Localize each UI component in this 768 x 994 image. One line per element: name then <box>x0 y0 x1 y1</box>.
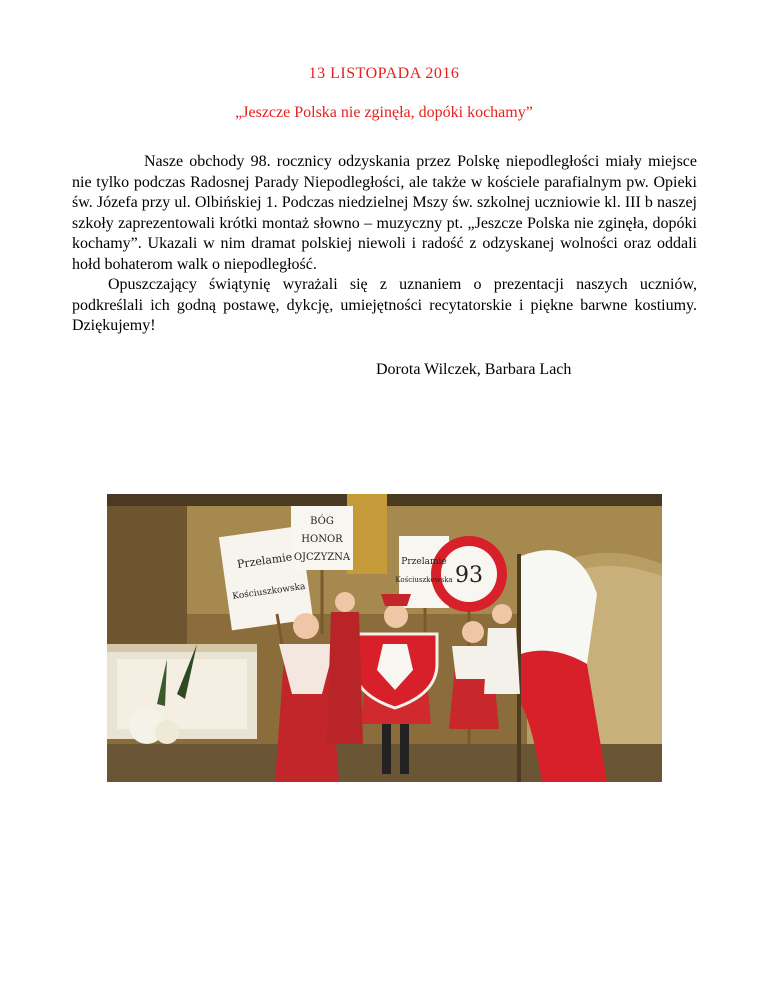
event-photo <box>107 494 662 782</box>
event-photo-illustration <box>107 494 662 782</box>
center-sign-text-line3: OJCZYZNA <box>293 552 351 563</box>
article-paragraph-1: Nasze obchody 98. rocznicy odzyskania przez Polskę niepodległości miały miejsce nie tylko podczas Radosnej Parady Niepodległości, ale także w kościele parafialnym pw. Opieki św. Józefa przy ul. Olbińskiej 1. Podczas niedzielnej Mszy św. szkolnej uczniowie kl. III b naszej szkoły zaprezentowali krótki montaż słowno – muzyczny pt. „Jeszcze Polska nie zginęła, dopóki kochamy”. Ukazali w nim dramat polskiej niewoli i radość z odzyskanej wolności oraz oddali hołd bohaterom walk o niepodległość. <box>72 153 697 273</box>
article-paragraph-2: Opuszczający świątynię wyrażali się z uznaniem o prezentacji naszych uczniów, podkreślali ich godną postawę, dykcję, umiejętności recytatorskie i piękne barwne kostiumy. Dziękujemy! <box>72 276 697 334</box>
article-body <box>72 152 697 337</box>
right-sign-text-line1: Przelamie <box>401 557 447 567</box>
article-signature: Dorota Wilczek, Barbara Lach <box>376 361 572 378</box>
right-sign-text-line2: Kościuszkowska <box>395 576 453 584</box>
left-sign-text-line1: Przelamie <box>236 550 293 571</box>
date-heading: 13 LISTOPADA 2016 <box>308 65 460 82</box>
medallion-text: 93 <box>455 563 483 588</box>
center-sign-text-line1: BÓG <box>310 516 334 527</box>
event-title: „Jeszcze Polska nie zginęła, dopóki kochamy” <box>235 104 533 121</box>
center-sign-text-line2: HONOR <box>301 534 343 545</box>
left-sign-text-line2: Kościuszkowska <box>231 581 307 602</box>
